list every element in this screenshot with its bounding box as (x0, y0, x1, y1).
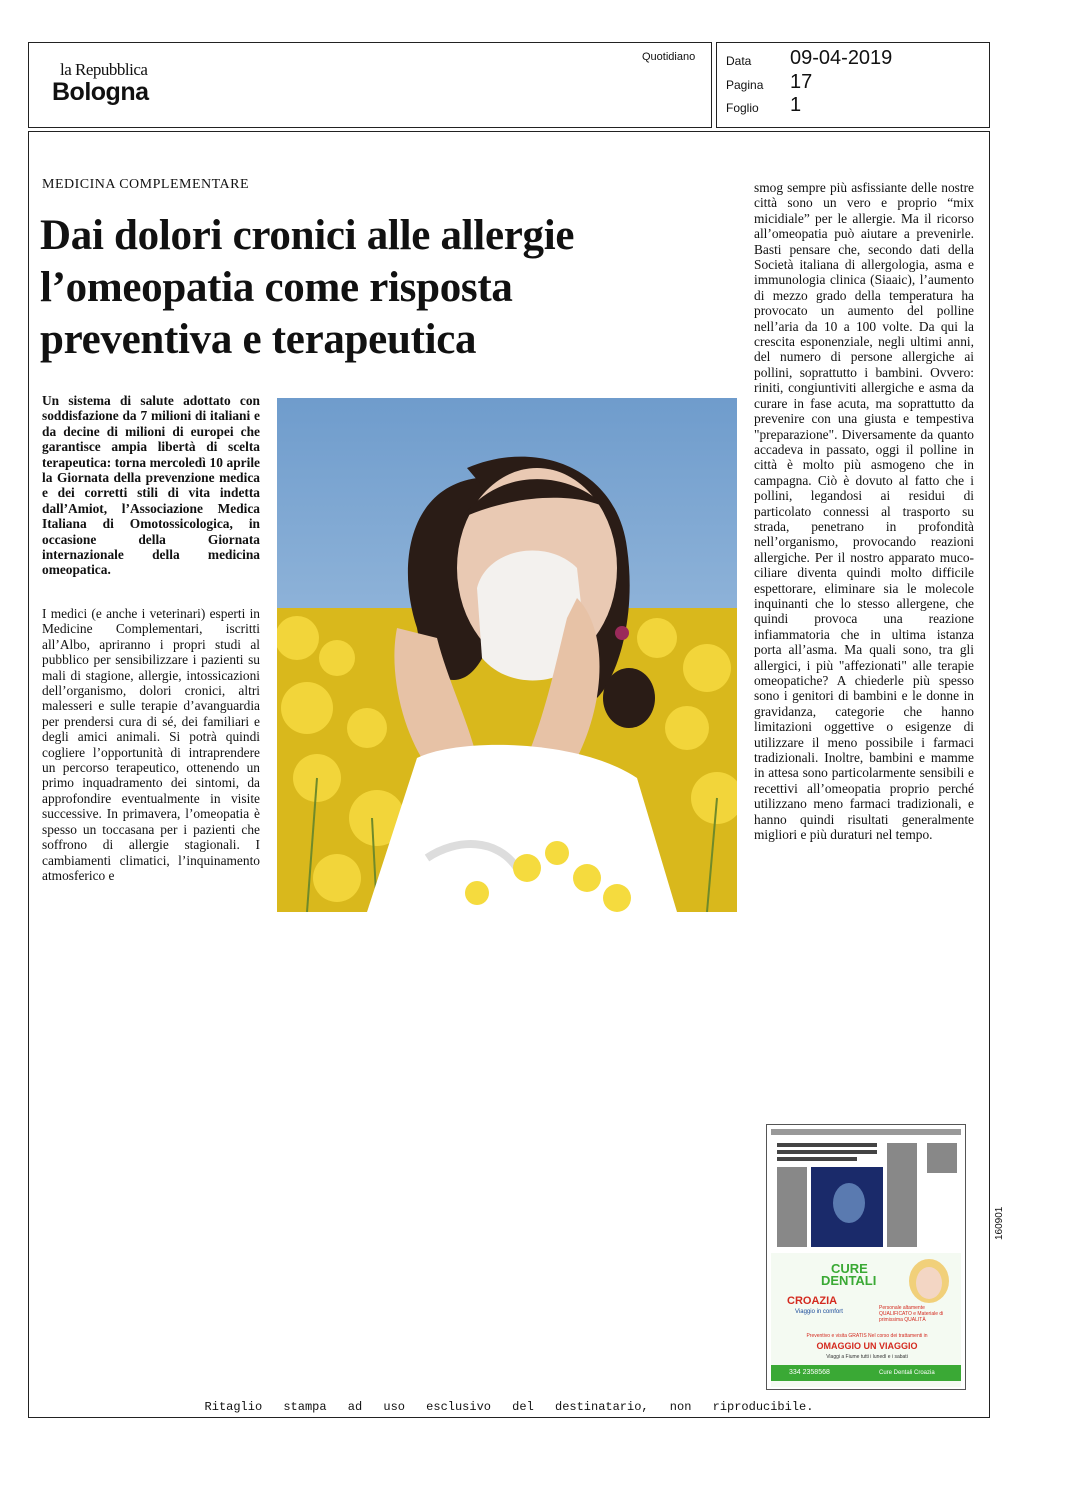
ad-staff: Personale altamente QUALIFICATO e Materiale di primissima QUALITÀ (879, 1305, 944, 1323)
frequency-label: Quotidiano (642, 51, 696, 63)
headline-line: l’omeopatia come risposta (40, 264, 513, 311)
section-kicker: MEDICINA COMPLEMENTARE (42, 177, 250, 192)
advertisement (771, 1253, 961, 1387)
page-label: Pagina (726, 78, 764, 92)
sneezing-woman-illustration (277, 398, 737, 912)
side-code: 160901 (994, 1206, 1005, 1240)
ad-title-cure: CURE (831, 1261, 868, 1276)
sheet-label: Foglio (726, 101, 759, 115)
ad-country: CROAZIA (787, 1295, 838, 1307)
ad-subtitle: Viaggio in comfort (795, 1309, 843, 1315)
page-thumbnail (766, 1124, 966, 1390)
ad-title-dentali: DENTALI (821, 1273, 877, 1288)
body-column-1: I medici (e anche i veterinari) esperti in Medicine Complementari, iscritti all’Albo, apriranno i propri studi al pubblico per sensibilizzare i pazienti su mali di stagione, allergie, intossicazioni dell’organismo, dolori cronici, altri malesseri e sulle terapie d’avanguardia per prendersi cura di sé, dei familiari e degli amici animali. Si potrà quindi cogliere l’opportunità di intraprendere un percorso terapeutico, ottenendo un primo inquadramento dei sintomi, da approfondire eventualmente in visite successive. In primavera, l’omeopatia è spesso un toccasana per i pazienti che soffrono di allergie stagionali. I cambiamenti climatici, l’inquinamento atmosferico e (42, 606, 260, 883)
headline-line: preventiva e terapeutica (40, 316, 477, 363)
masthead-brand: la Repubblica (60, 60, 148, 79)
lead-paragraph: Un sistema di salute adottato con soddisfazione da 7 milioni di italiani e da decine di milioni di europei che garantisce ampia libertà di scelta terapeutica: torna mercoledì 10 aprile la Giornata della prevenzione medica e dei corretti stili di vita indetta dall’Amiot, l’Associazione Medica Italiana di Omotossicologica, in occasione della Giornata internazionale della medicina omeopatica. (42, 393, 260, 578)
body-column-2: smog sempre più asfissiante delle nostre città sono un vero e proprio “mix micidiale” per le allergie. Ma il ricorso all’omeopatia può aiutare a prevenirle. Basti pensare che, secondo dati della Società italiana di allergologia, asma e immunologia clinica (Siaaic), l’aumento di mezzo grado della temperatura ha provocato un aumento del polline nell’aria da 10 a 100 volte. Da qui la crescita esponenziale, negli ultimi anni, del numero di persone allergiche ai pollini, soprattutto i bambini. Ovvero: riniti, congiuntiviti allergiche e asma da curare in fase acuta, ma soprattutto da prevenire con una giusta e tempestiva "preparazione". Diversamente da quanto accadeva in passato, oggi il polline in città è molto più asmogeno che in campagna. Ciò è dovuto al fatto che i pollini, legandosi ai residui di particolato connessi al trasporto su strada, penetrano in profondità nell’organismo, provocando reazioni allergiche. Per il nostro apparato muco-ciliare diventa quindi molto difficile espettorare, eliminare sia le molecole inquinanti che lo stesso allergene, che quindi provoca una reazione infiammatoria che in ultima istanza porta all’asma. Ma quali sono, tra gli allergici, i più "affezionati" alle terapie omeopatiche? A chiederle più spesso sono i genitori di bambini e le donne in gravidanza, categorie che hanno limitazioni oggettive o esigenze di utilizzare il meno possibile i farmaci tradizionali. Inoltre, bambini e mamme in attesa sono particolarmente sensibili e recettivi all’omeopatia proprio perché utilizzano meno farmaci tradizionali, e hanno quindi risultati generalmente migliori e più duraturi nel tempo. (754, 180, 974, 843)
ad-contact-bar (771, 1365, 961, 1381)
sheet-value: 1 (790, 94, 802, 116)
article-photo (277, 398, 737, 912)
headline-line: Dai dolori cronici alle allergie (40, 212, 575, 259)
ad-offer-line: Preventivo e visita GRATIS Nel corso dei trattamenti in (806, 1333, 928, 1339)
smiling-woman-illustration (901, 1257, 957, 1303)
date-label: Data (726, 54, 752, 68)
footer-disclaimer: Ritaglio stampa ad uso esclusivo del destinatario, non riproducibile. (204, 1400, 814, 1414)
ad-social: Cure Dentali Croazia (879, 1370, 935, 1376)
headline (40, 210, 740, 366)
ad-trip: Viaggi a Fiume tutti i lunedì e i sabati (826, 1354, 908, 1360)
page-value: 17 (790, 71, 813, 93)
date-value: 09-04-2019 (790, 47, 893, 69)
ad-phone: 334 2358568 (789, 1369, 830, 1376)
masthead-edition: Bologna (52, 78, 149, 106)
ad-offer: OMAGGIO UN VIAGGIO (816, 1341, 918, 1351)
